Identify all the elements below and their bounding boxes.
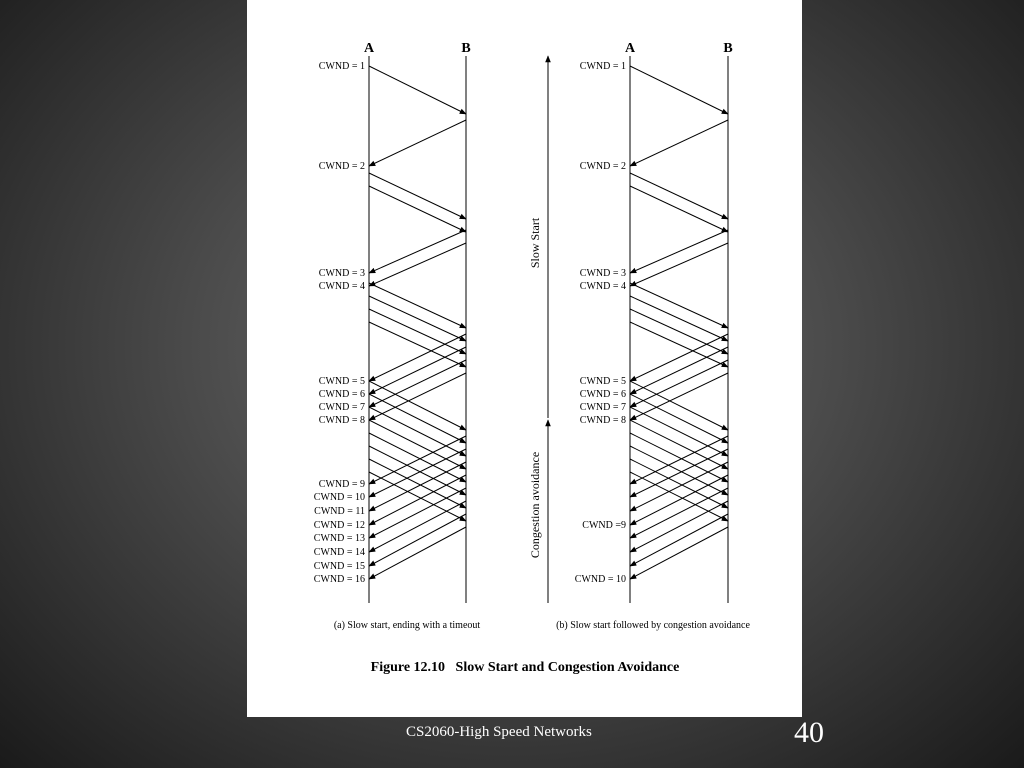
cwnd-label: CWND = 13 [313,533,365,544]
data-segment-arrow [630,407,728,456]
data-segment-arrow [369,394,466,443]
ack-arrow [369,373,466,420]
cwnd-label: CWND = 2 [579,161,626,172]
ack-arrow [630,230,728,273]
data-segment-arrow [369,186,466,232]
cwnd-label: CWND = 2 [318,161,365,172]
panel-b-caption: (b) Slow start followed by congestion avoidance [556,620,750,631]
cwnd-label: CWND = 7 [579,402,626,413]
ack-arrow [369,449,466,497]
data-segment-arrow [369,283,466,328]
ack-arrow [369,462,466,511]
ack-arrow [369,527,466,579]
cwnd-label: CWND = 4 [318,281,365,292]
data-segment-arrow [630,433,728,482]
slide-number: 40 [794,716,824,749]
ack-arrow [630,462,728,511]
data-segment-arrow [369,407,466,456]
ack-arrow [630,501,728,552]
ack-arrow [630,120,728,166]
ack-arrow [630,449,728,497]
cwnd-label: CWND = 5 [318,376,365,387]
data-segment-arrow [369,381,466,430]
cwnd-label: CWND = 1 [579,61,626,72]
slow-start-phase-label: Slow Start [528,217,542,269]
data-segment-arrow [630,394,728,443]
data-segment-arrow [369,420,466,469]
cwnd-label: CWND =9 [582,520,626,531]
data-segment-arrow [630,309,728,354]
data-segment-arrow [630,322,728,367]
cwnd-label: CWND = 8 [579,415,626,426]
ack-arrow [630,488,728,538]
ack-arrow [369,475,466,525]
cwnd-label: CWND = 8 [318,415,365,426]
panel-a-cwnd-labels [314,61,365,585]
ack-arrow [630,373,728,420]
data-segment-arrow [369,66,466,114]
data-segment-arrow [630,381,728,430]
ack-arrow [369,347,466,394]
data-segment-arrow [630,283,728,328]
data-segment-arrow [369,433,466,482]
data-segment-arrow [369,309,466,354]
data-segment-arrow [630,472,728,521]
cwnd-label: CWND = 4 [579,281,626,292]
data-segment-arrow [630,186,728,232]
sequence-diagram [247,0,802,717]
ack-arrow [630,334,728,381]
data-segment-arrow [369,459,466,508]
ack-arrow [369,514,466,566]
cwnd-label: CWND = 10 [313,492,365,503]
cwnd-label: CWND = 1 [318,61,365,72]
ack-arrow [369,436,466,484]
cwnd-label: CWND = 10 [574,574,626,585]
ack-arrow [369,488,466,538]
cwnd-label: CWND = 6 [318,389,365,400]
data-segment-arrow [369,472,466,521]
ack-arrow [369,120,466,166]
figure-title: Figure 12.10 Slow Start and Congestion Avoidance [370,660,680,675]
ack-arrow [630,436,728,484]
ack-arrow [369,230,466,273]
cwnd-label: CWND = 9 [318,479,365,490]
data-segment-arrow [369,446,466,495]
data-segment-arrow [369,173,466,219]
panel-a-caption: (a) Slow start, ending with a timeout [333,620,481,631]
ack-arrow [369,501,466,552]
ack-arrow [630,475,728,525]
ack-arrow [630,347,728,394]
data-segment-arrow [630,420,728,469]
panel-b-host-a-label: A [624,41,636,56]
ack-arrow [369,334,466,381]
data-segment-arrow [630,66,728,114]
congestion-avoidance-phase-label: Congestion avoidance [528,451,542,559]
panel-a-host-b-label: B [461,41,471,56]
ack-arrow [630,514,728,566]
panel-b-host-b-label: B [723,41,733,56]
data-segment-arrow [369,322,466,367]
figure-image [247,0,802,717]
panel-b-segments [630,66,728,579]
data-segment-arrow [369,296,466,341]
data-segment-arrow [630,446,728,495]
cwnd-label: CWND = 6 [579,389,626,400]
cwnd-label: CWND = 5 [579,376,626,387]
ack-arrow [369,360,466,407]
footer-course-title: CS2060-High Speed Networks [406,724,592,740]
panel-a-segments [369,66,466,579]
cwnd-label: CWND = 11 [314,506,365,517]
cwnd-label: CWND = 3 [318,268,365,279]
cwnd-label: CWND = 14 [313,547,365,558]
data-segment-arrow [630,459,728,508]
data-segment-arrow [630,296,728,341]
cwnd-label: CWND = 3 [579,268,626,279]
data-segment-arrow [630,173,728,219]
cwnd-label: CWND = 12 [313,520,365,531]
panel-b-cwnd-labels [575,61,626,585]
ack-arrow [630,527,728,579]
cwnd-label: CWND = 7 [318,402,365,413]
ack-arrow [630,360,728,407]
cwnd-label: CWND = 15 [313,561,365,572]
cwnd-label: CWND = 16 [313,574,365,585]
ack-arrow [369,243,466,286]
panel-a-host-a-label: A [363,41,375,56]
ack-arrow [630,243,728,286]
